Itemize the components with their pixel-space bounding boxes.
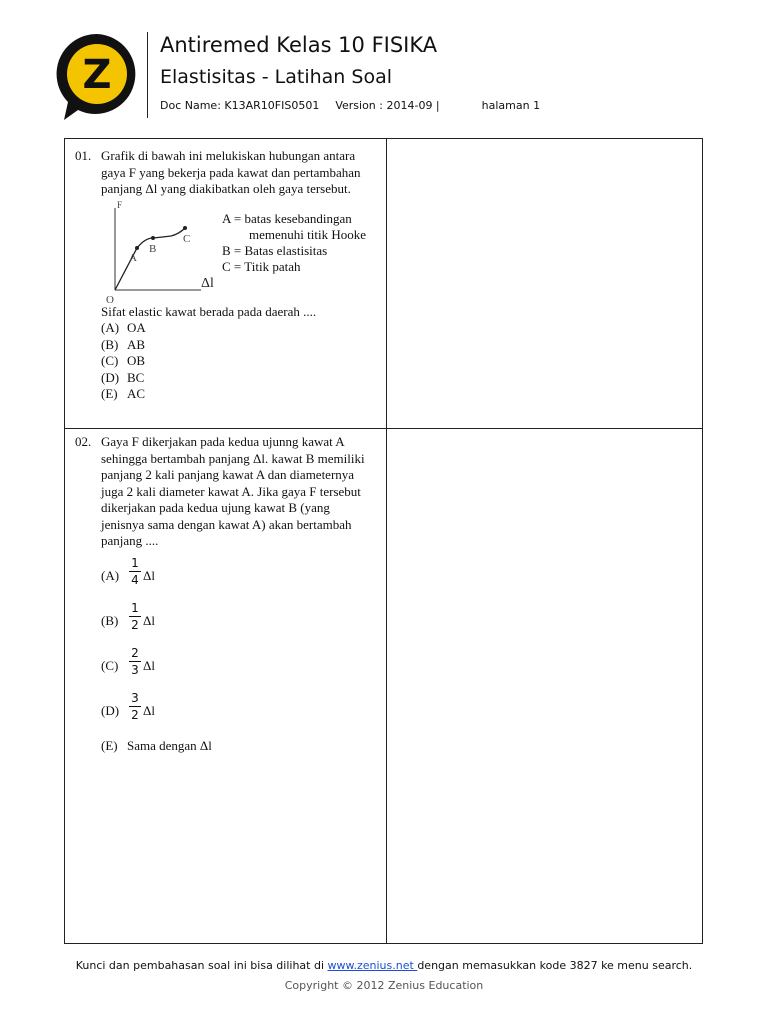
question-1-prompt: Sifat elastic kawat berada pada daerah .... bbox=[101, 303, 317, 319]
option-label: (C) bbox=[101, 353, 119, 368]
delta-l: Δl bbox=[143, 612, 155, 628]
row-divider bbox=[65, 428, 702, 429]
option-label: (A) bbox=[101, 567, 120, 583]
question-1 bbox=[75, 148, 375, 403]
y-axis-label: F bbox=[117, 199, 123, 210]
question-2-text: Gaya F dikerjakan pada kedua ujunng kawat A sehingga bertambah panjang Δl. kawat B memiliki panjang 2 kali panjang kawat A dan diameternya juga 2 kali diameter kawat A. Jika gaya F tersebut dikerjakan pada kedua ujung kawat B (yang jenisnya sama dengan kawat A) akan bertambah panjang .... bbox=[101, 434, 365, 548]
doc-meta bbox=[160, 99, 540, 112]
numerator: 2 bbox=[131, 645, 139, 660]
zenius-logo bbox=[52, 30, 142, 122]
option-label: (E) bbox=[101, 386, 118, 401]
option-label: (D) bbox=[101, 369, 120, 385]
graph-legend bbox=[222, 211, 366, 275]
origin-label: O bbox=[106, 293, 114, 304]
numerator: 1 bbox=[131, 600, 139, 615]
fraction bbox=[129, 646, 141, 677]
zenius-link[interactable]: www.zenius.net bbox=[327, 959, 418, 972]
option-1c bbox=[101, 353, 375, 370]
legend-line-3: B = Batas elastisitas bbox=[222, 242, 328, 258]
legend-line-2: memenuhi titik Hooke bbox=[249, 226, 366, 242]
option-label: (B) bbox=[101, 612, 119, 628]
option-label: (A) bbox=[101, 320, 120, 335]
option-label: (D) bbox=[101, 702, 120, 718]
option-1b bbox=[101, 337, 375, 354]
page-number: halaman 1 bbox=[481, 99, 541, 112]
option-1d bbox=[101, 370, 375, 387]
footer-text-after: dengan memasukkan kode 3827 ke menu search. bbox=[417, 959, 693, 972]
fraction bbox=[129, 556, 141, 587]
legend-line-4: C = Titik patah bbox=[222, 258, 301, 274]
question-1-number: 01. bbox=[75, 148, 92, 163]
question-2 bbox=[75, 434, 375, 754]
fraction bbox=[129, 691, 141, 722]
point-c-marker bbox=[183, 226, 187, 230]
option-label: (C) bbox=[101, 657, 119, 673]
page-subtitle: Elastisitas - Latihan Soal bbox=[160, 66, 392, 88]
option-2c bbox=[101, 646, 375, 691]
option-2d bbox=[101, 691, 375, 736]
option-1e bbox=[101, 386, 375, 403]
option-label: (E) bbox=[101, 737, 118, 753]
stress-strain-graph bbox=[101, 200, 391, 304]
legend-line-1: A = batas kesebandingan bbox=[222, 210, 352, 226]
option-text: AB bbox=[127, 336, 146, 352]
page-title: Antiremed Kelas 10 FISIKA bbox=[160, 33, 438, 57]
fraction bbox=[129, 601, 141, 632]
option-1a bbox=[101, 320, 375, 337]
option-text: Sama dengan Δl bbox=[127, 737, 212, 753]
delta-l: Δl bbox=[143, 702, 155, 718]
graph-curve bbox=[115, 228, 185, 290]
footer-note bbox=[0, 959, 768, 972]
option-2e bbox=[101, 738, 375, 755]
option-text: OB bbox=[127, 353, 146, 368]
denominator: 2 bbox=[131, 617, 139, 632]
option-2b bbox=[101, 601, 375, 646]
header-divider bbox=[147, 32, 148, 118]
option-label: (B) bbox=[101, 336, 119, 352]
denominator: 3 bbox=[131, 662, 139, 677]
logo-letter: Z bbox=[82, 52, 112, 98]
question-2-number: 02. bbox=[75, 434, 92, 449]
numerator: 1 bbox=[131, 555, 139, 570]
doc-version: Version : 2014-09 | bbox=[335, 99, 440, 112]
denominator: 2 bbox=[131, 707, 139, 722]
point-a-label: A bbox=[129, 251, 137, 264]
point-a-marker bbox=[135, 246, 139, 250]
option-text: AC bbox=[127, 386, 146, 401]
question-table bbox=[64, 138, 703, 944]
denominator: 4 bbox=[131, 572, 139, 587]
doc-name: Doc Name: K13AR10FIS0501 bbox=[160, 99, 320, 112]
option-2a bbox=[101, 556, 375, 601]
option-text: OA bbox=[127, 320, 146, 335]
delta-l: Δl bbox=[143, 657, 155, 673]
numerator: 3 bbox=[131, 690, 139, 705]
x-axis-label: Δl bbox=[201, 275, 214, 291]
copyright: Copyright © 2012 Zenius Education bbox=[284, 979, 484, 992]
delta-l: Δl bbox=[143, 567, 155, 583]
option-text: BC bbox=[127, 369, 145, 385]
footer-text-before: Kunci dan pembahasan soal ini bisa dilihat di bbox=[75, 959, 328, 972]
point-c-label: C bbox=[183, 232, 191, 245]
point-b-label: B bbox=[149, 242, 157, 255]
point-b-marker bbox=[151, 236, 155, 240]
question-1-text: Grafik di bawah ini melukiskan hubungan antara gaya F yang bekerja pada kawat dan pertambahan panjang Δl yang diakibatkan oleh gaya tersebut. bbox=[101, 148, 361, 196]
